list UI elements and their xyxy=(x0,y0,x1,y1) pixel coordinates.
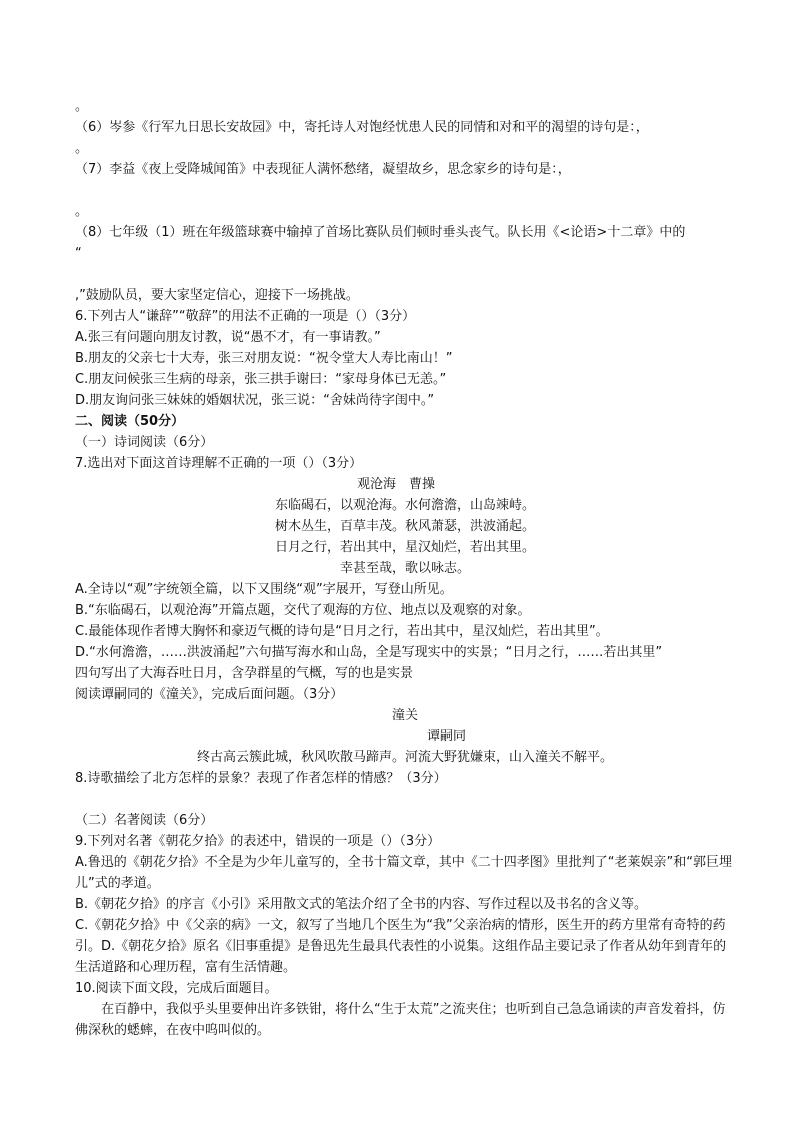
section-heading-reading: 二、阅读（50分） xyxy=(75,414,185,429)
question-10: 10.阅读下面文段，完成后面题目。 xyxy=(75,981,278,996)
text-line: “ xyxy=(75,246,82,261)
question-6-7: （7）李益《夜上受降城闻笛》中表现征人满怀愁绪，凝望故乡，思念家乡的诗句是：， xyxy=(75,162,571,177)
poem-line: 东临碣石，以观沧海。水何澹澹，山岛竦峙。 xyxy=(274,498,535,513)
poem-title: 观沧海 曹操 xyxy=(357,477,436,492)
question-8: 8.诗歌描绘了北方怎样的景象？表现了作者怎样的情感？（3分） xyxy=(75,771,447,786)
option-d-continued: 四句写出了大海吞吐日月，含孕群星的气概，写的也是实景 xyxy=(75,666,414,681)
option-a: A.全诗以“观”字统领全篇，以下又围绕“观”字展开，写登山所见。 xyxy=(75,582,453,597)
blank-line xyxy=(75,264,735,285)
option-b: B.《朝花夕拾》的序言《小引》采用散文式的笔法介绍了全书的内容、写作过程以及书名的含义等。 xyxy=(75,897,648,912)
text-line: 。 xyxy=(75,99,89,114)
reading-passage: 在百静中，我似乎头里要伸出许多铁钳，将什么“生于太荒”之流夹住；也听到自己急急诵读的声音发着抖，仿佛深秋的蟋蟀，在夜中呜叫似的。 xyxy=(75,1002,726,1038)
text-line: ,”鼓励队员，要大家坚定信心，迎接下一场挑战。 xyxy=(75,288,359,303)
option-a: A.张三有问题向朋友讨教，说“愚不才，有一事请教。” xyxy=(75,330,381,345)
option-c: C.最能体现作者博大胸怀和豪迈气概的诗句是“日月之行，若出其中，星汉灿烂，若出其里”。 xyxy=(75,624,609,639)
option-d: D.“水何澹澹，……洪波涌起”六句描写海水和山岛，全是写现实中的实景；“日月之行，……若出其里” xyxy=(75,645,663,660)
option-c: C.朋友问候张三生病的母亲，张三拱手谢曰：“家母身体已无恙。” xyxy=(75,372,447,387)
answer-space xyxy=(75,789,735,810)
poem-line: 终古高云簇此城，秋风吹散马蹄声。河流大野犹嫌束，山入潼关不解平。 xyxy=(196,750,613,765)
option-d: D.朋友询问张三妹妹的婚姻状况，张三说：“舍妹尚待字闺中。” xyxy=(75,393,435,408)
subsection-heading-classics: （二）名著阅读（6分） xyxy=(75,813,214,828)
subsection-heading-poetry: （一）诗词阅读（6分） xyxy=(75,435,214,450)
option-c-d: C.《朝花夕拾》中《父亲的病》一文，叙写了当地几个医生为“我”父亲治病的情形，医生开的药方里常有奇特的药引。D.《朝花夕拾》原名《旧事重提》是鲁迅先生最具代表性的小说集。这组作品主要记录了作者从幼年到青年的生活道路和心理历程，富有生活情趣。 xyxy=(75,918,727,975)
question-6-8: （8）七年级（1）班在年级篮球赛中输掉了首场比赛队员们顿时垂头丧气。队长用《<论语>十二章》中的 xyxy=(75,225,686,240)
poem-line: 日月之行，若出其中，星汉灿烂，若出其里。 xyxy=(274,540,535,555)
question-7: 7.选出对下面这首诗理解不正确的一项（）（3分） xyxy=(75,456,363,471)
blank-line xyxy=(75,180,735,201)
question-6: 6.下列古人“谦辞”“敬辞”的用法不正确的一项是（）（3分） xyxy=(75,309,416,324)
poem-author: 谭嗣同 xyxy=(427,729,467,744)
document-page xyxy=(75,96,735,1041)
text-line: 。 xyxy=(75,141,89,156)
option-b: B.“东临碣石，以观沧海”开篇点题，交代了观海的方位、地点以及观察的对象。 xyxy=(75,603,531,618)
poem-line: 树木丛生，百草丰茂。秋风萧瑟，洪波涌起。 xyxy=(274,519,535,534)
question-6-6: （6）岑参《行军九日思长安故园》中，寄托诗人对饱经忧患人民的同情和对和平的渴望的诗句是：， xyxy=(75,120,649,135)
reading-instruction: 阅读谭嗣同的《潼关》，完成后面问题。（3分） xyxy=(75,687,344,702)
option-b: B.朋友的父亲七十大寿，张三对朋友说：“祝令堂大人寿比南山！” xyxy=(75,351,453,366)
question-9: 9.下列对名著《朝花夕拾》的表述中，错误的一项是（）（3分） xyxy=(75,834,441,849)
poem-title: 潼关 xyxy=(391,708,418,723)
option-a: A.鲁迅的《朝花夕拾》不全是为少年儿童写的，全书十篇文章，其中《二十四孝图》里批判了“老莱娱亲”和“郭巨埋儿”式的孝道。 xyxy=(75,855,733,891)
text-line: 。 xyxy=(75,204,89,219)
poem-line: 幸甚至哉，歌以咏志。 xyxy=(339,561,470,576)
